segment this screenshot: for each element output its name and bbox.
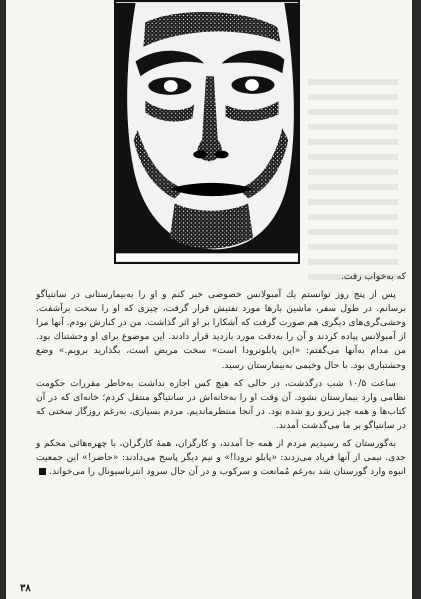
portrait-photo — [114, 0, 300, 264]
paragraph: که به‌خواب رفت. — [340, 271, 406, 282]
paragraph-text: به‌گورستان که رسیدیم مردم از همه جا آمدند، و کارگران، همهٔ کارگران، با چهره‌هائی محکم و جدی. نیمی از آنها فریاد می‌زدند: «پابلو نرودا!» و نیم دیگر پاسخ می‌دادند: «حاضر!» این جمعیت انبوه وارد گورستان شد به‌رغم مُمانعت و سرکوب و در آن حال سرود انترناسیونال را می‌خواند. — [36, 438, 406, 478]
paragraph: ساعت ۱۰/۵ شب درگذشت، در حالی که هیچ کس اجازه نداشت به‌خاطر مقررات حکومت نظامی وارد بیمارستان بشود. آن وقت او را به‌خانه‌اش در سانتیاگو منتقل کردم؛ خانه‌ای که در آن کتاب‌ها و همه چیز زیرو رو شده بود. در آنجا منتظرماندیم. مردم بسیاری، به‌رغم روزگار سختی که در سانتیاگو بر ما می‌گذشت آمدند. — [36, 377, 406, 431]
end-of-article-mark — [39, 468, 46, 475]
paragraph — [36, 437, 406, 479]
bleed-through-text — [308, 70, 398, 270]
book-page — [6, 0, 412, 599]
article-body — [36, 270, 406, 483]
paragraph: پس از پنج روز توانستم یك آمبولانس خصوصی خبر کنم و او را به‌بیمارستانی در سانتیاگو برسانم. در طول سفر، ماشین بارها مورد تفتیش قرار گرفت، چیزی که او را سخت برآشفت. وحشی‌گری‌های دیگری هم صورت گرفت که آشکارا بر او اثر گذاشت. من در کنارش بودم. آنها مرا از آمبولانس پیاده کردند و آن را به‌دقت مورد بازدید قرار دادند. این موضوع برای او وحشتناك بود. من مدام به‌آنها می‌گفتم: «این پابلونرودا است» سخت مریض است، بگذارید برویم.» وضع وحشتباری بود. با حال وخیمی به‌بیمارستان رسید. — [36, 289, 406, 371]
face-illustration — [116, 2, 298, 262]
page-number: ۳۸ — [20, 583, 31, 594]
